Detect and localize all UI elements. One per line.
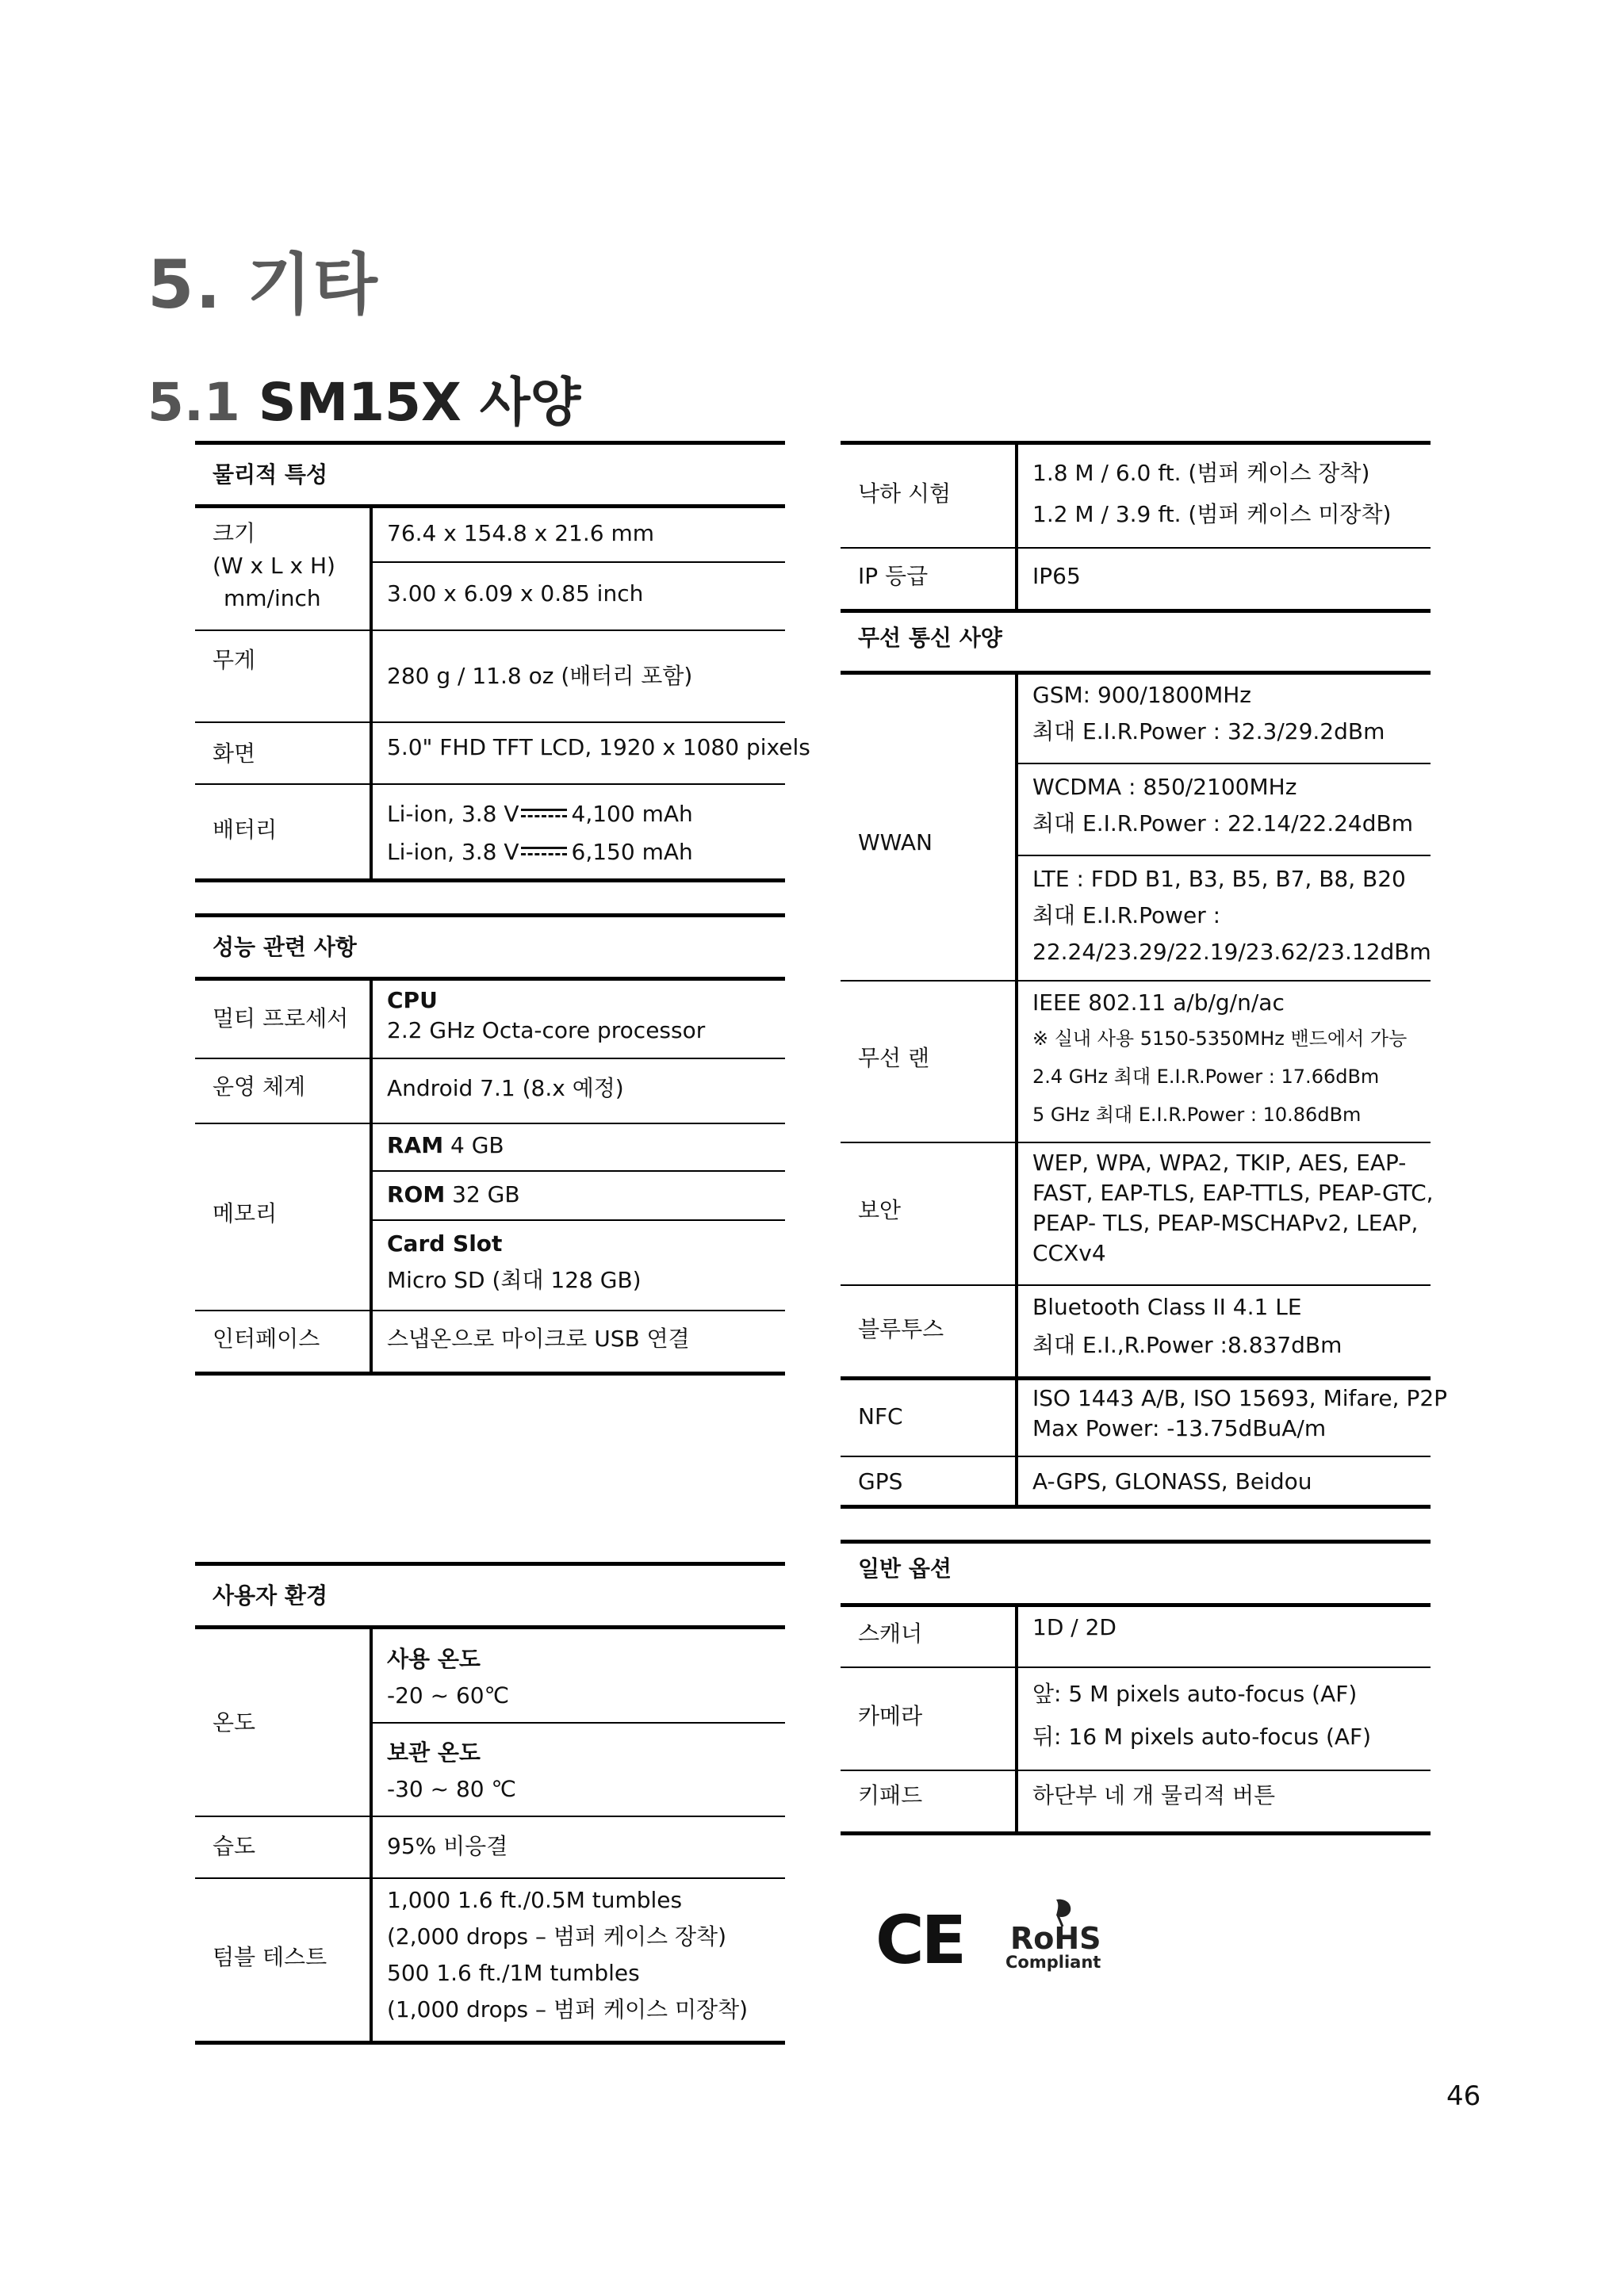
size-mm-value: 76.4 x 154.8 x 21.6 mm (387, 520, 655, 546)
dc-symbol-icon (521, 808, 567, 819)
nfc-line-2: Max Power: -13.75dBuA/m (1032, 1415, 1327, 1441)
ram-heading: RAM (387, 1132, 444, 1158)
weight-label: 무게 (213, 647, 256, 673)
nfc-line-1: ISO 1443 A/B, ISO 15693, Mifare, P2P (1032, 1385, 1448, 1411)
bluetooth-line-1: Bluetooth Class II 4.1 LE (1032, 1294, 1302, 1320)
tumble-line-2: (2,000 drops – 범퍼 케이스 장착) (387, 1923, 727, 1950)
section-name: SM15X 사양 (258, 372, 581, 433)
wlan-line-3: 2.4 GHz 최대 E.I.R.Power : 17.66dBm (1032, 1066, 1380, 1088)
drop-line-2: 1.2 M / 3.9 ft. (범퍼 케이스 미장착) (1032, 501, 1392, 527)
bluetooth-label: 블루투스 (858, 1316, 944, 1342)
rom-amount: 32 GB (445, 1181, 520, 1207)
gsm-line-2: 최대 E.I.R.Power : 32.3/29.2dBm (1032, 718, 1385, 744)
memory-label: 메모리 (213, 1200, 278, 1226)
security-line-2: FAST, EAP-TLS, EAP-TTLS, PEAP-GTC, (1032, 1180, 1434, 1206)
os-label: 운영 체계 (213, 1073, 306, 1100)
options-section-title: 일반 옵션 (858, 1556, 952, 1582)
rohs-text: RoHS (1010, 1921, 1101, 1956)
page-number: 46 (1446, 2080, 1481, 2112)
security-line-1: WEP, WPA, WPA2, TKIP, AES, EAP- (1032, 1150, 1407, 1176)
camera-front-value: 앞: 5 M pixels auto-focus (AF) (1032, 1681, 1358, 1707)
bluetooth-line-2: 최대 E.I.,R.Power :8.837dBm (1032, 1332, 1342, 1358)
weight-value: 280 g / 11.8 oz (배터리 포함) (387, 663, 693, 689)
ip-rating-value: IP65 (1032, 563, 1081, 589)
ram-value (387, 1127, 504, 1164)
humidity-value: 95% 비응결 (387, 1833, 508, 1859)
tumble-test-label: 텀블 테스트 (213, 1944, 327, 1970)
storage-temp-heading: 보관 온도 (387, 1739, 481, 1766)
rom-value (387, 1177, 520, 1213)
temperature-label: 온도 (213, 1709, 256, 1735)
security-line-3: PEAP- TLS, PEAP-MSCHAPv2, LEAP, (1032, 1210, 1419, 1236)
chapter-title: 5. 기타 (147, 246, 379, 323)
keypad-label: 키패드 (858, 1782, 923, 1808)
spec-table-options (841, 1540, 1431, 1841)
security-label: 보안 (858, 1197, 902, 1223)
battery-2-capacity: 6,150 mAh (571, 839, 693, 865)
os-value: Android 7.1 (8.x 예정) (387, 1075, 624, 1101)
lte-line-3: 22.24/23.29/22.19/23.62/23.12dBm (1032, 939, 1431, 965)
camera-rear-value: 뒤: 16 M pixels auto-focus (AF) (1032, 1724, 1372, 1750)
tumble-line-4: (1,000 drops – 범퍼 케이스 미장착) (387, 1996, 749, 2022)
security-line-4: CCXv4 (1032, 1240, 1106, 1266)
interface-value: 스냅온으로 마이크로 USB 연결 (387, 1326, 690, 1352)
wlan-line-1: IEEE 802.11 a/b/g/n/ac (1032, 989, 1285, 1016)
battery-label: 배터리 (213, 817, 278, 843)
scanner-label: 스캐너 (858, 1621, 923, 1647)
lte-line-1: LTE : FDD B1, B3, B5, B7, B8, B20 (1032, 866, 1406, 892)
tumble-line-3: 500 1.6 ft./1M tumbles (387, 1960, 640, 1986)
wlan-line-4: 5 GHz 최대 E.I.R.Power : 10.86dBm (1032, 1104, 1362, 1126)
battery-2-voltage: Li-ion, 3.8 V (387, 839, 519, 865)
battery-1-value (387, 796, 693, 832)
operating-temp-value: -20 ~ 60℃ (387, 1682, 510, 1709)
ram-amount: 4 GB (443, 1132, 504, 1158)
wlan-line-2: ※ 실내 사용 5150-5350MHz 밴드에서 가능 (1032, 1027, 1408, 1050)
battery-2-value (387, 834, 693, 871)
section-title (147, 360, 580, 435)
size-unit-label: mm/inch (224, 585, 321, 611)
tumble-line-1: 1,000 1.6 ft./0.5M tumbles (387, 1887, 683, 1913)
dc-symbol-icon (521, 846, 567, 857)
keypad-value: 하단부 네 개 물리적 버튼 (1032, 1782, 1276, 1808)
spec-table-environment (195, 1562, 785, 2047)
rohs-compliant-logo (1002, 1895, 1113, 1974)
section-number: 5.1 (147, 372, 240, 433)
card-slot-value: Micro SD (최대 128 GB) (387, 1267, 642, 1293)
size-label: 크기 (213, 520, 256, 546)
nfc-label: NFC (858, 1403, 903, 1429)
battery-1-capacity: 4,100 mAh (571, 801, 693, 827)
cpu-label: 멀티 프로세서 (213, 1005, 349, 1031)
wlan-label: 무선 랜 (858, 1045, 930, 1071)
storage-temp-value: -30 ~ 80 ℃ (387, 1776, 516, 1802)
card-slot-heading: Card Slot (387, 1230, 503, 1257)
rom-heading: ROM (387, 1181, 446, 1207)
compliant-text: Compliant (1005, 1953, 1101, 1972)
spec-table-wireless (841, 441, 1448, 1511)
wcdma-line-2: 최대 E.I.R.Power : 22.14/22.24dBm (1032, 810, 1414, 836)
wwan-label: WWAN (858, 829, 933, 855)
gsm-line-1: GSM: 900/1800MHz (1032, 682, 1252, 708)
humidity-label: 습도 (213, 1833, 256, 1859)
drop-line-1: 1.8 M / 6.0 ft. (범퍼 케이스 장착) (1032, 460, 1370, 486)
display-label: 화면 (213, 740, 256, 767)
size-sub-label: (W x L x H) (213, 553, 335, 579)
gps-value: A-GPS, GLONASS, Beidou (1032, 1468, 1312, 1494)
wireless-section-title: 무선 통신 사양 (858, 625, 1002, 651)
interface-label: 인터페이스 (213, 1326, 320, 1352)
battery-1-voltage: Li-ion, 3.8 V (387, 801, 519, 827)
drop-test-label: 낙하 시험 (858, 480, 952, 507)
size-inch-value: 3.00 x 6.09 x 0.85 inch (387, 580, 644, 607)
gps-label: GPS (858, 1468, 903, 1494)
scanner-value: 1D / 2D (1032, 1614, 1116, 1640)
environment-section-title: 사용자 환경 (213, 1582, 327, 1609)
cpu-heading: CPU (387, 987, 438, 1013)
wcdma-line-1: WCDMA : 850/2100MHz (1032, 774, 1297, 800)
ce-mark-logo: CE (875, 1901, 964, 1979)
lte-line-2: 최대 E.I.R.Power : (1032, 902, 1221, 928)
performance-section-title: 성능 관련 사항 (213, 934, 357, 960)
physical-section-title: 물리적 특성 (213, 461, 327, 488)
ip-rating-label: IP 등급 (858, 563, 929, 589)
cpu-value: 2.2 GHz Octa-core processor (387, 1017, 706, 1043)
camera-label: 카메라 (858, 1703, 923, 1729)
spec-table-physical (195, 441, 810, 1376)
display-value: 5.0" FHD TFT LCD, 1920 x 1080 pixels (387, 734, 810, 760)
operating-temp-heading: 사용 온도 (387, 1646, 481, 1672)
